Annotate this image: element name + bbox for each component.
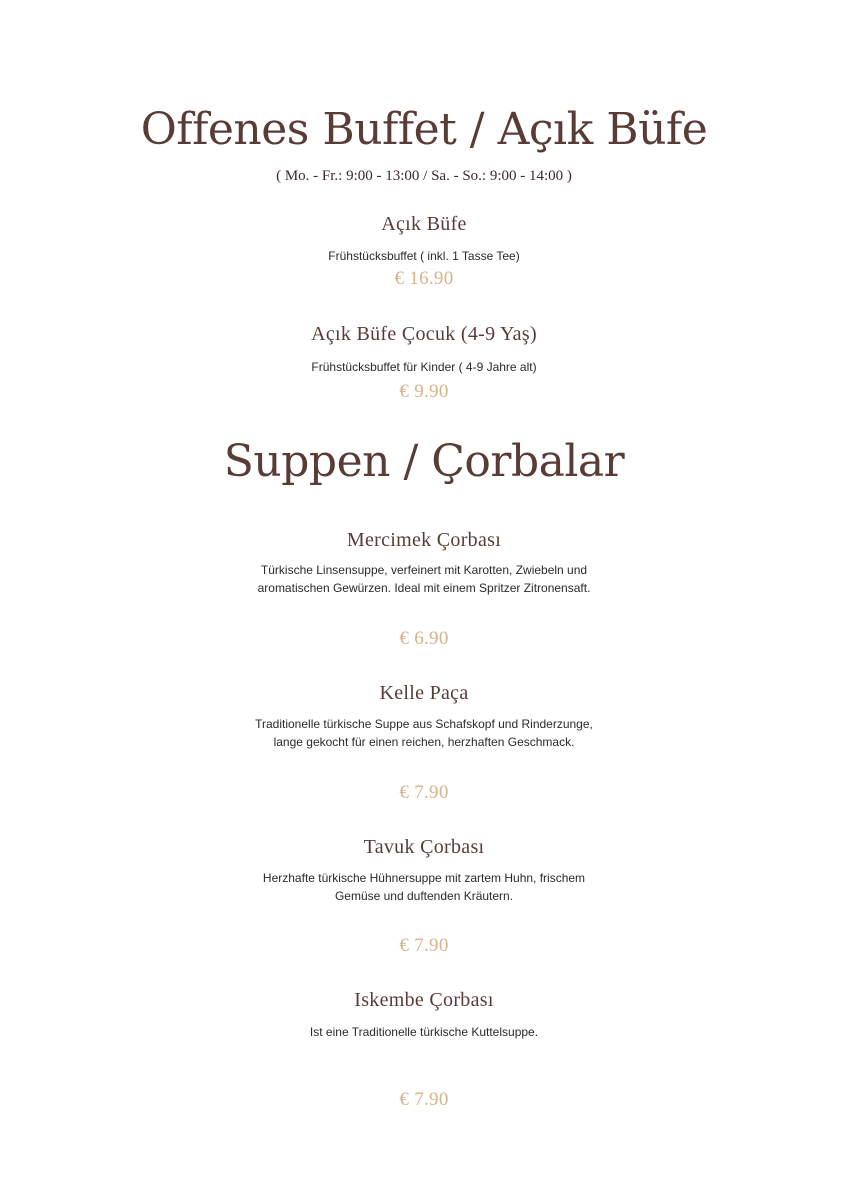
menu-item-price: € 6.90 [399, 628, 449, 649]
menu-item-name: Mercimek Çorbası [346, 529, 502, 551]
menu-item-description: Ist eine Traditionelle türkische Kuttelsuppe. [309, 1025, 539, 1039]
menu-item-description: Frühstücksbuffet für Kinder ( 4-9 Jahre alt) [311, 360, 537, 374]
menu-item-description: aromatischen Gewürzen. Ideal mit einem Spritzer Zitronensaft. [257, 581, 591, 595]
menu-item-name: Açık Büfe [381, 213, 467, 235]
menu-item-price: € 7.90 [399, 935, 449, 956]
buffet-hours: ( Mo. - Fr.: 9:00 - 13:00 / Sa. - So.: 9:00 - 14:00 ) [276, 168, 572, 184]
menu-item-description: Traditionelle türkische Suppe aus Schafskopf und Rinderzunge, [255, 717, 593, 731]
menu-item-description: lange gekocht für einen reichen, herzhaften Geschmack. [273, 735, 575, 749]
menu-item-name: Iskembe Çorbası [354, 989, 494, 1011]
menu-item-name: Açık Büfe Çocuk (4-9 Yaş) [311, 323, 537, 345]
menu-item-description: Herzhafte türkische Hühnersuppe mit zartem Huhn, frischem [262, 871, 586, 885]
menu-item-description: Gemüse und duftenden Kräutern. [334, 889, 514, 903]
menu-item-price: € 7.90 [399, 1089, 449, 1110]
menu-item-description: Frühstücksbuffet ( inkl. 1 Tasse Tee) [328, 249, 520, 263]
menu-item-price: € 7.90 [399, 782, 449, 803]
menu-item-price: € 16.90 [394, 268, 454, 289]
section-title-buffet: Offenes Buffet / Açık Büfe [140, 104, 708, 155]
menu-item-name: Tavuk Çorbası [363, 836, 485, 858]
section-title-soups: Suppen / Çorbalar [223, 436, 625, 487]
menu-item-name: Kelle Paça [379, 682, 469, 704]
menu-item-description: Türkische Linsensuppe, verfeinert mit Karotten, Zwiebeln und [260, 563, 588, 577]
menu-item-price: € 9.90 [399, 381, 449, 402]
